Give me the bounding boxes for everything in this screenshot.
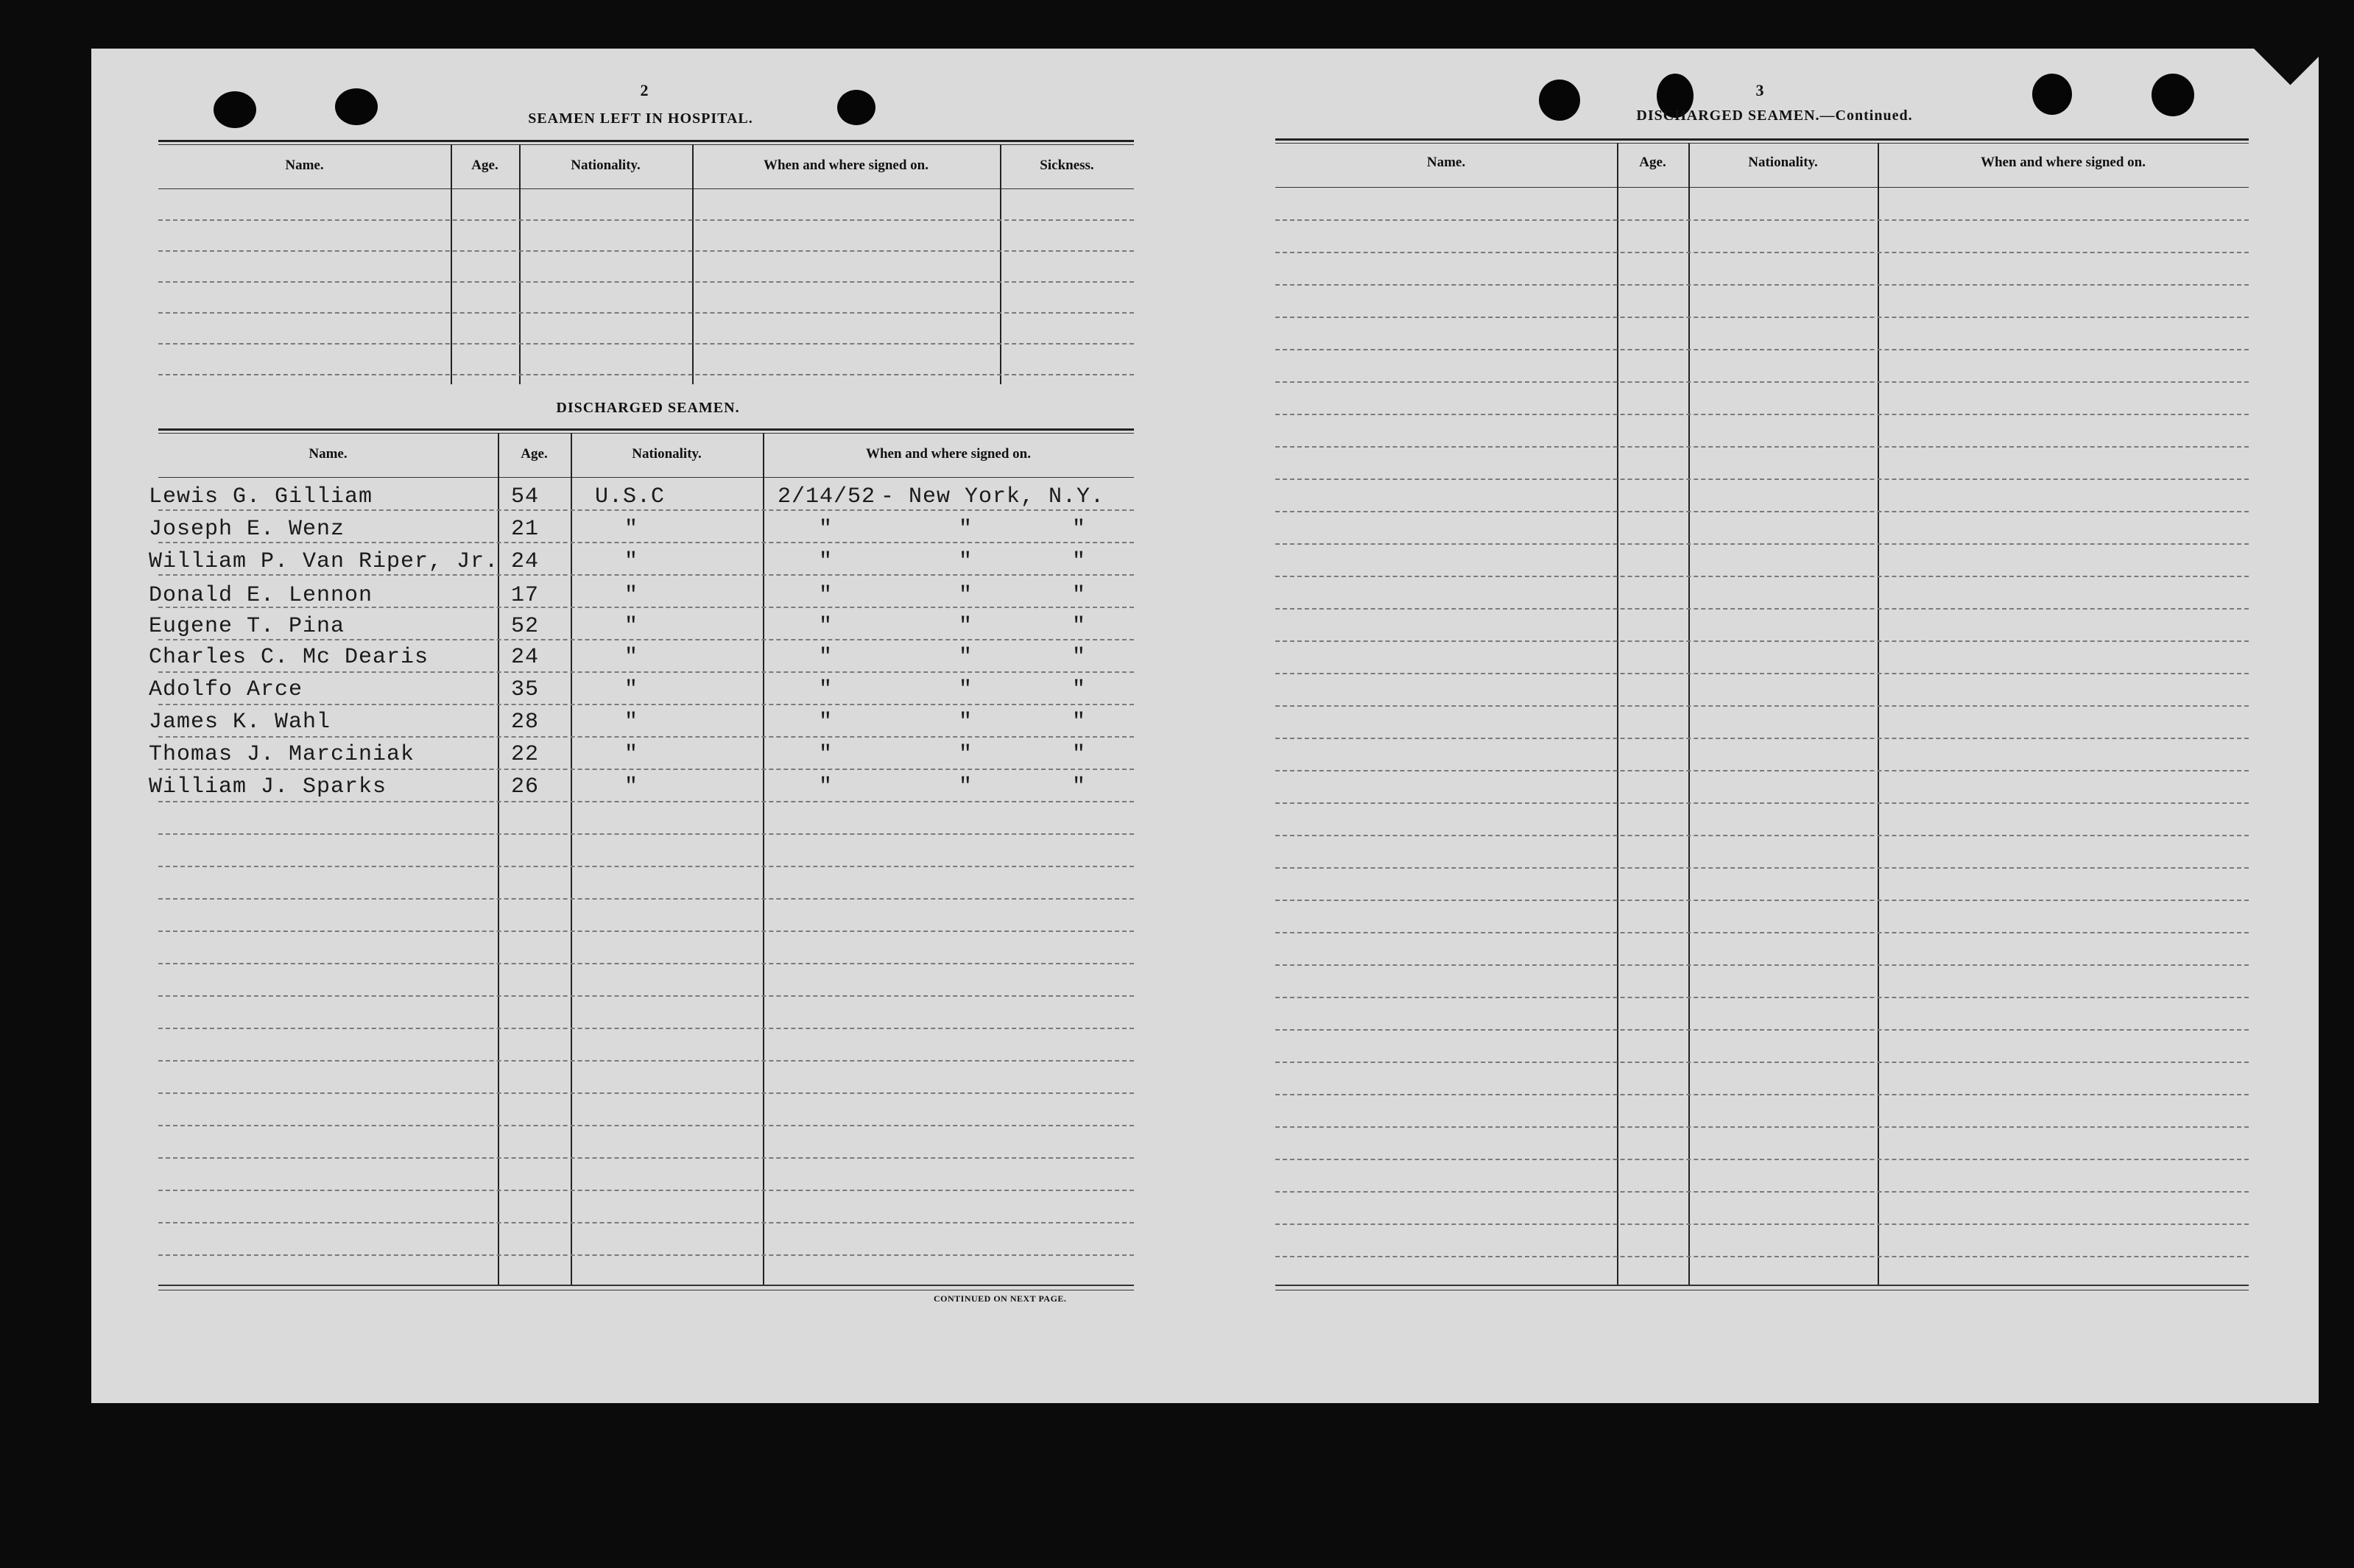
ruled-line xyxy=(1275,835,2249,836)
ditto-mark: " xyxy=(819,677,834,702)
ditto-mark: " xyxy=(959,677,973,702)
seaman-nationality: U.S.C xyxy=(595,484,666,509)
seaman-name: William J. Sparks xyxy=(149,774,387,799)
right-col-age: Age. xyxy=(1639,155,1666,170)
ditto-mark: " xyxy=(819,549,834,574)
ruled-line xyxy=(158,542,1134,543)
discharged-header-rule xyxy=(158,477,1134,478)
seaman-name: Joseph E. Wenz xyxy=(149,517,345,542)
ruled-line xyxy=(1275,608,2249,610)
ditto-mark: " xyxy=(624,774,639,799)
discharged-bottom-rule xyxy=(158,1285,1134,1286)
discharged-heading: DISCHARGED SEAMEN. xyxy=(556,400,740,416)
ditto-mark: " xyxy=(1072,710,1087,735)
ruled-line xyxy=(1275,446,2249,448)
ruled-line xyxy=(1275,705,2249,707)
ditto-mark: " xyxy=(1072,774,1087,799)
ruled-line xyxy=(1275,576,2249,577)
ditto-mark: " xyxy=(1072,549,1087,574)
ditto-mark: " xyxy=(1072,614,1087,639)
ruled-line xyxy=(1275,284,2249,286)
right-table-top-rule xyxy=(1275,138,2249,141)
ruled-line xyxy=(1275,414,2249,415)
ditto-mark: " xyxy=(959,645,973,670)
ruled-line xyxy=(1275,1223,2249,1225)
ruled-line xyxy=(158,736,1134,738)
ditto-mark: " xyxy=(819,517,834,542)
ditto-mark: " xyxy=(624,614,639,639)
seaman-age: 26 xyxy=(511,774,540,799)
page-number-left: 2 xyxy=(640,81,649,99)
ditto-mark: " xyxy=(624,710,639,735)
ditto-mark: " xyxy=(624,517,639,542)
punch-hole xyxy=(2152,74,2194,116)
seaman-age: 28 xyxy=(511,710,540,735)
ditto-mark: " xyxy=(1072,517,1087,542)
ditto-mark: " xyxy=(819,583,834,608)
ruled-line xyxy=(1275,673,2249,674)
ruled-line xyxy=(158,801,1134,802)
ruled-line xyxy=(158,1157,1134,1159)
seaman-name: James K. Wahl xyxy=(149,710,331,735)
seaman-age: 35 xyxy=(511,677,540,702)
ruled-line xyxy=(158,1190,1134,1191)
seaman-age: 52 xyxy=(511,614,540,639)
ruled-line xyxy=(1275,511,2249,512)
ruled-line xyxy=(1275,381,2249,383)
ruled-line xyxy=(158,769,1134,770)
ruled-line xyxy=(1275,543,2249,545)
seaman-name: Donald E. Lennon xyxy=(149,583,373,608)
hospital-col-name: Name. xyxy=(285,158,324,173)
seaman-age: 21 xyxy=(511,517,540,542)
punch-hole xyxy=(2032,74,2072,115)
discharged-col-signed-on: When and where signed on. xyxy=(865,446,1031,462)
ditto-mark: " xyxy=(624,645,639,670)
ditto-mark: " xyxy=(959,710,973,735)
discharged-col-name: Name. xyxy=(309,446,348,462)
hospital-table-top-rule xyxy=(158,140,1134,142)
ditto-mark: " xyxy=(959,742,973,767)
ruled-line xyxy=(158,963,1134,964)
seaman-name: Charles C. Mc Dearis xyxy=(149,645,429,670)
ruled-line xyxy=(1275,478,2249,480)
ditto-mark: " xyxy=(819,774,834,799)
ruled-line xyxy=(1275,1191,2249,1193)
ruled-line xyxy=(158,704,1134,705)
ditto-mark: " xyxy=(819,742,834,767)
ditto-mark: " xyxy=(1072,645,1087,670)
ruled-line xyxy=(1275,900,2249,901)
ruled-line xyxy=(158,509,1134,511)
hospital-col-sickness: Sickness. xyxy=(1040,158,1094,173)
ruled-line xyxy=(1275,1094,2249,1095)
ruled-line xyxy=(1275,932,2249,933)
ditto-mark: " xyxy=(959,517,973,542)
ditto-mark: " xyxy=(959,583,973,608)
right-bottom-rule xyxy=(1275,1285,2249,1286)
ruled-line xyxy=(1275,1256,2249,1257)
seaman-age: 17 xyxy=(511,583,540,608)
hospital-header-rule xyxy=(158,188,1134,189)
ruled-line xyxy=(158,671,1134,673)
discharged-col-nationality: Nationality. xyxy=(632,446,702,462)
ruled-line xyxy=(1275,1126,2249,1128)
seaman-age: 54 xyxy=(511,484,540,509)
ruled-line xyxy=(1275,1159,2249,1160)
ruled-line xyxy=(1275,349,2249,350)
ditto-mark: " xyxy=(1072,677,1087,702)
punch-hole xyxy=(214,91,256,128)
punch-hole xyxy=(335,88,378,125)
ruled-line xyxy=(1275,802,2249,804)
seaman-name: William P. Van Riper, Jr. xyxy=(149,549,499,574)
ruled-line xyxy=(1275,964,2249,966)
seaman-age: 22 xyxy=(511,742,540,767)
ditto-mark: " xyxy=(819,645,834,670)
hospital-col-nationality: Nationality. xyxy=(571,158,641,173)
seaman-name: Thomas J. Marciniak xyxy=(149,742,415,767)
ruled-line xyxy=(158,995,1134,997)
discharged-table-top-rule xyxy=(158,428,1134,431)
ruled-line xyxy=(1275,770,2249,771)
ruled-line xyxy=(1275,640,2249,642)
right-col-name: Name. xyxy=(1426,155,1466,170)
ditto-mark: " xyxy=(1072,742,1087,767)
ruled-line xyxy=(1275,219,2249,221)
ditto-mark: " xyxy=(959,549,973,574)
seaman-age: 24 xyxy=(511,549,540,574)
ruled-line xyxy=(158,1222,1134,1223)
seaman-name: Lewis G. Gilliam xyxy=(149,484,373,509)
discharged-col-age: Age. xyxy=(521,446,548,462)
seaman-name: Adolfo Arce xyxy=(149,677,303,702)
ruled-line xyxy=(158,1125,1134,1126)
ruled-line xyxy=(1275,1029,2249,1031)
ditto-mark: " xyxy=(959,614,973,639)
ditto-mark: " xyxy=(624,742,639,767)
ruled-line xyxy=(158,639,1134,640)
page-number-right: 3 xyxy=(1755,81,1764,99)
ruled-line xyxy=(158,1028,1134,1029)
ditto-mark: " xyxy=(1072,583,1087,608)
ditto-mark: " xyxy=(819,710,834,735)
ruled-line xyxy=(158,1092,1134,1094)
ruled-line xyxy=(158,1060,1134,1062)
signed-on-date: 2/14/52 xyxy=(778,484,876,509)
continued-note: CONTINUED ON NEXT PAGE. xyxy=(934,1293,1067,1304)
ruled-line xyxy=(158,1254,1134,1256)
punch-hole xyxy=(1539,80,1580,121)
ditto-mark: " xyxy=(624,583,639,608)
hospital-heading: SEAMEN LEFT IN HOSPITAL. xyxy=(528,110,753,127)
ruled-line xyxy=(1275,252,2249,253)
signed-on-place: - New York, N.Y. xyxy=(881,484,1105,509)
ditto-mark: " xyxy=(624,677,639,702)
ruled-line xyxy=(158,866,1134,867)
hospital-col-signed-on: When and where signed on. xyxy=(763,158,928,173)
seaman-age: 24 xyxy=(511,645,540,670)
seaman-name: Eugene T. Pina xyxy=(149,614,345,639)
right-col-nationality: Nationality. xyxy=(1748,155,1818,170)
ruled-line xyxy=(158,833,1134,835)
ruled-line xyxy=(1275,997,2249,998)
hospital-col-age: Age. xyxy=(471,158,498,173)
ruled-line xyxy=(1275,738,2249,739)
ruled-line xyxy=(1275,867,2249,869)
ruled-line xyxy=(1275,1062,2249,1063)
ruled-line xyxy=(158,898,1134,900)
ditto-mark: " xyxy=(959,774,973,799)
punch-hole xyxy=(837,90,875,125)
right-header-rule xyxy=(1275,187,2249,188)
ruled-line xyxy=(158,930,1134,932)
ditto-mark: " xyxy=(624,549,639,574)
ditto-mark: " xyxy=(819,614,834,639)
ruled-line xyxy=(158,574,1134,576)
ruled-line xyxy=(1275,317,2249,318)
right-col-signed-on: When and where signed on. xyxy=(1980,155,2146,170)
discharged-continued-heading: DISCHARGED SEAMEN.—Continued. xyxy=(1636,107,1913,124)
